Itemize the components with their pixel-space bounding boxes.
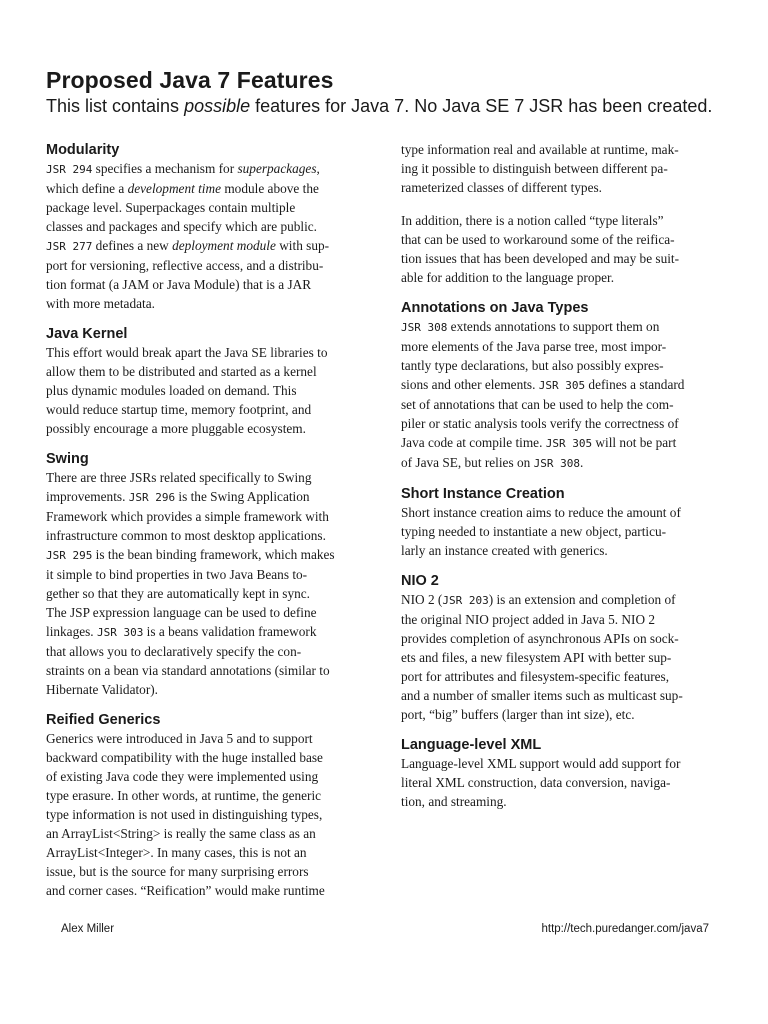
text-run: of Java SE, but relies on: [401, 455, 534, 470]
text-line: type erasure. In other words, at runtime, the generic: [46, 788, 322, 803]
emphasis-text: superpackages: [237, 161, 317, 176]
jsr-reference: JSR 308: [533, 457, 580, 470]
text-line: larly an instance created with generics.: [401, 543, 608, 558]
right-column: [401, 140, 723, 823]
text-run: .: [579, 455, 584, 470]
text-line: ArrayList<Integer>. In many cases, this is not an: [46, 845, 307, 860]
text-line: infrastructure common to most desktop applications.: [46, 528, 326, 543]
text-line: possibly encourage a more pluggable ecosystem.: [46, 421, 306, 436]
text-line: piler or static analysis tools verify the correctness of: [401, 416, 679, 431]
text-run: specifies a mechanism for: [92, 161, 238, 176]
emphasis-text: development time: [127, 181, 222, 196]
text-line: port, “big” buffers (larger than int size), etc.: [401, 707, 635, 722]
section-modularity: [46, 141, 368, 313]
text-line: tion, and streaming.: [401, 794, 507, 809]
text-line: [401, 590, 723, 610]
text-line: and a number of smaller items such as multicast sup-: [401, 688, 683, 703]
text-line: and corner cases. “Reification” would make runtime: [46, 883, 325, 898]
section-body: [46, 343, 368, 438]
text-line: able for addition to the language proper.: [401, 270, 615, 285]
text-line: This effort would break apart the Java SE libraries to: [46, 345, 328, 360]
text-run: is a beans validation framework: [143, 624, 317, 639]
text-line: Generics were introduced in Java 5 and to support: [46, 731, 313, 746]
text-run: ) is an extension and completion of: [488, 592, 676, 607]
text-line: an ArrayList<String> is really the same class as an: [46, 826, 316, 841]
section-heading: Reified Generics: [46, 712, 161, 728]
text-line: typing needed to instantiate a new object, particu-: [401, 524, 667, 539]
text-run: ,: [316, 161, 320, 176]
page-subtitle: [46, 94, 712, 118]
text-run: defines a standard: [585, 377, 685, 392]
text-line: of existing Java code they were implemented using: [46, 769, 319, 784]
jsr-reference: JSR 296: [128, 491, 176, 504]
section-java-kernel: [46, 325, 368, 438]
text-line: port for attributes and filesystem-specific features,: [401, 669, 670, 684]
section-heading: Short Instance Creation: [401, 486, 565, 502]
text-line: backward compatibility with the huge installed base: [46, 750, 323, 765]
section-short-instance-creation: [401, 485, 723, 560]
section-heading: Modularity: [46, 142, 120, 158]
text-line: classes and packages and specify which are public.: [46, 219, 318, 234]
text-run: linkages.: [46, 624, 97, 639]
text-line: Framework which provides a simple framework with: [46, 509, 329, 524]
text-line: set of annotations that can be used to help the com-: [401, 397, 674, 412]
jsr-reference: JSR 203: [442, 594, 489, 607]
section-nio-2: [401, 572, 723, 724]
text-line: [46, 236, 368, 256]
section-body: [401, 140, 723, 197]
text-line: package level. Superpackages contain multiple: [46, 200, 296, 215]
subtitle-emphasis: possible: [184, 96, 251, 116]
section-heading: Java Kernel: [46, 326, 128, 342]
text-run: extends annotations to support them on: [447, 319, 660, 334]
footer-author: Alex Miller: [61, 923, 115, 935]
footer-url: http://tech.puredanger.com/java7: [541, 923, 709, 935]
text-line: that can be used to workaround some of the reifica-: [401, 232, 675, 247]
jsr-reference: JSR 305: [545, 437, 593, 450]
section-body: [401, 503, 723, 560]
text-line: allow them to be distributed and started as a kernel: [46, 364, 317, 379]
jsr-reference: JSR 294: [46, 163, 93, 176]
text-run: will not be part: [592, 435, 677, 450]
jsr-reference: JSR 277: [46, 240, 93, 253]
text-line: [46, 179, 368, 198]
text-run: is the bean binding framework, which makes: [92, 547, 335, 562]
section-body: [46, 159, 368, 313]
text-line: tantly type declarations, but also possibly expres-: [401, 358, 664, 373]
text-line: rameterized classes of different types.: [401, 180, 602, 195]
section-heading: Language-level XML: [401, 737, 542, 753]
text-run: is the Swing Application: [175, 489, 310, 504]
text-line: issue, but is the source for many surprising errors: [46, 864, 309, 879]
section-heading: NIO 2: [401, 573, 439, 589]
text-line: In addition, there is a notion called “type literals”: [401, 213, 664, 228]
text-line: Hibernate Validator).: [46, 682, 158, 697]
text-line: [46, 487, 368, 507]
text-line: [401, 453, 723, 473]
text-line: [401, 317, 723, 337]
page-title: Proposed Java 7 Features: [46, 67, 334, 93]
text-line: tion issues that has been developed and may be suit-: [401, 251, 680, 266]
text-line: [401, 433, 723, 453]
text-run: with sup-: [275, 238, 330, 253]
section-heading: Swing: [46, 451, 89, 467]
text-line: [46, 159, 368, 179]
text-line: gether so that they are automatically kept in sync.: [46, 586, 311, 601]
section-heading: Annotations on Java Types: [401, 300, 589, 316]
text-run: which define a: [46, 181, 128, 196]
emphasis-text: deployment module: [172, 238, 276, 253]
text-run: NIO 2 (: [401, 592, 443, 607]
section-body: [401, 590, 723, 724]
section-body: [401, 211, 723, 287]
text-line: more elements of the Java parse tree, most impor-: [401, 339, 667, 354]
text-line: port for versioning, reflective access, and a distribu-: [46, 258, 324, 273]
section-body: [46, 468, 368, 699]
text-line: that allows you to declaratively specify the con-: [46, 644, 302, 659]
jsr-reference: JSR 308: [401, 321, 448, 334]
section-swing: [46, 450, 368, 699]
subtitle-text-end: features for Java 7. No Java SE 7 JSR has been created.: [250, 96, 713, 116]
text-line: would reduce startup time, memory footprint, and: [46, 402, 312, 417]
jsr-reference: JSR 295: [46, 549, 93, 562]
text-run: module above the: [221, 181, 319, 196]
text-line: literal XML construction, data conversion, naviga-: [401, 775, 671, 790]
text-line: the original NIO project added in Java 5. NIO 2: [401, 612, 656, 627]
section-body: [46, 729, 368, 900]
text-run: Java code at compile time.: [401, 435, 546, 450]
text-line: provides completion of asynchronous APIs on sock-: [401, 631, 679, 646]
subtitle-text-start: This list contains: [46, 96, 185, 116]
jsr-reference: JSR 305: [538, 379, 586, 392]
text-line: with more metadata.: [46, 296, 155, 311]
text-run: improvements.: [46, 489, 129, 504]
text-line: it simple to bind properties in two Java Beans to-: [46, 567, 308, 582]
jsr-reference: JSR 303: [96, 626, 144, 639]
section-language-level-xml: [401, 736, 723, 811]
text-line: Language-level XML support would add support for: [401, 756, 681, 771]
text-line: ing it possible to distinguish between different pa-: [401, 161, 668, 176]
text-line: Short instance creation aims to reduce the amount of: [401, 505, 681, 520]
text-line: [46, 622, 368, 642]
text-line: There are three JSRs related specifically to Swing: [46, 470, 312, 485]
section-reified-generics-continued: [401, 140, 723, 287]
text-line: tion format (a JAM or Java Module) that is a JAR: [46, 277, 312, 292]
text-run: defines a new: [92, 238, 173, 253]
text-line: plus dynamic modules loaded on demand. This: [46, 383, 297, 398]
section-body: [401, 317, 723, 473]
text-line: [46, 545, 368, 565]
text-run: sions and other elements.: [401, 377, 539, 392]
left-column: [46, 141, 368, 912]
section-body: [401, 754, 723, 811]
text-line: ets and files, a new filesystem API with better sup-: [401, 650, 672, 665]
section-annotations-on-java-types: [401, 299, 723, 473]
text-line: [401, 375, 723, 395]
section-reified-generics: [46, 711, 368, 900]
text-line: The JSP expression language can be used to define: [46, 605, 317, 620]
text-line: type information is not used in distinguishing types,: [46, 807, 323, 822]
text-line: straints on a bean via standard annotations (similar to: [46, 663, 330, 678]
text-line: type information real and available at runtime, mak-: [401, 142, 679, 157]
